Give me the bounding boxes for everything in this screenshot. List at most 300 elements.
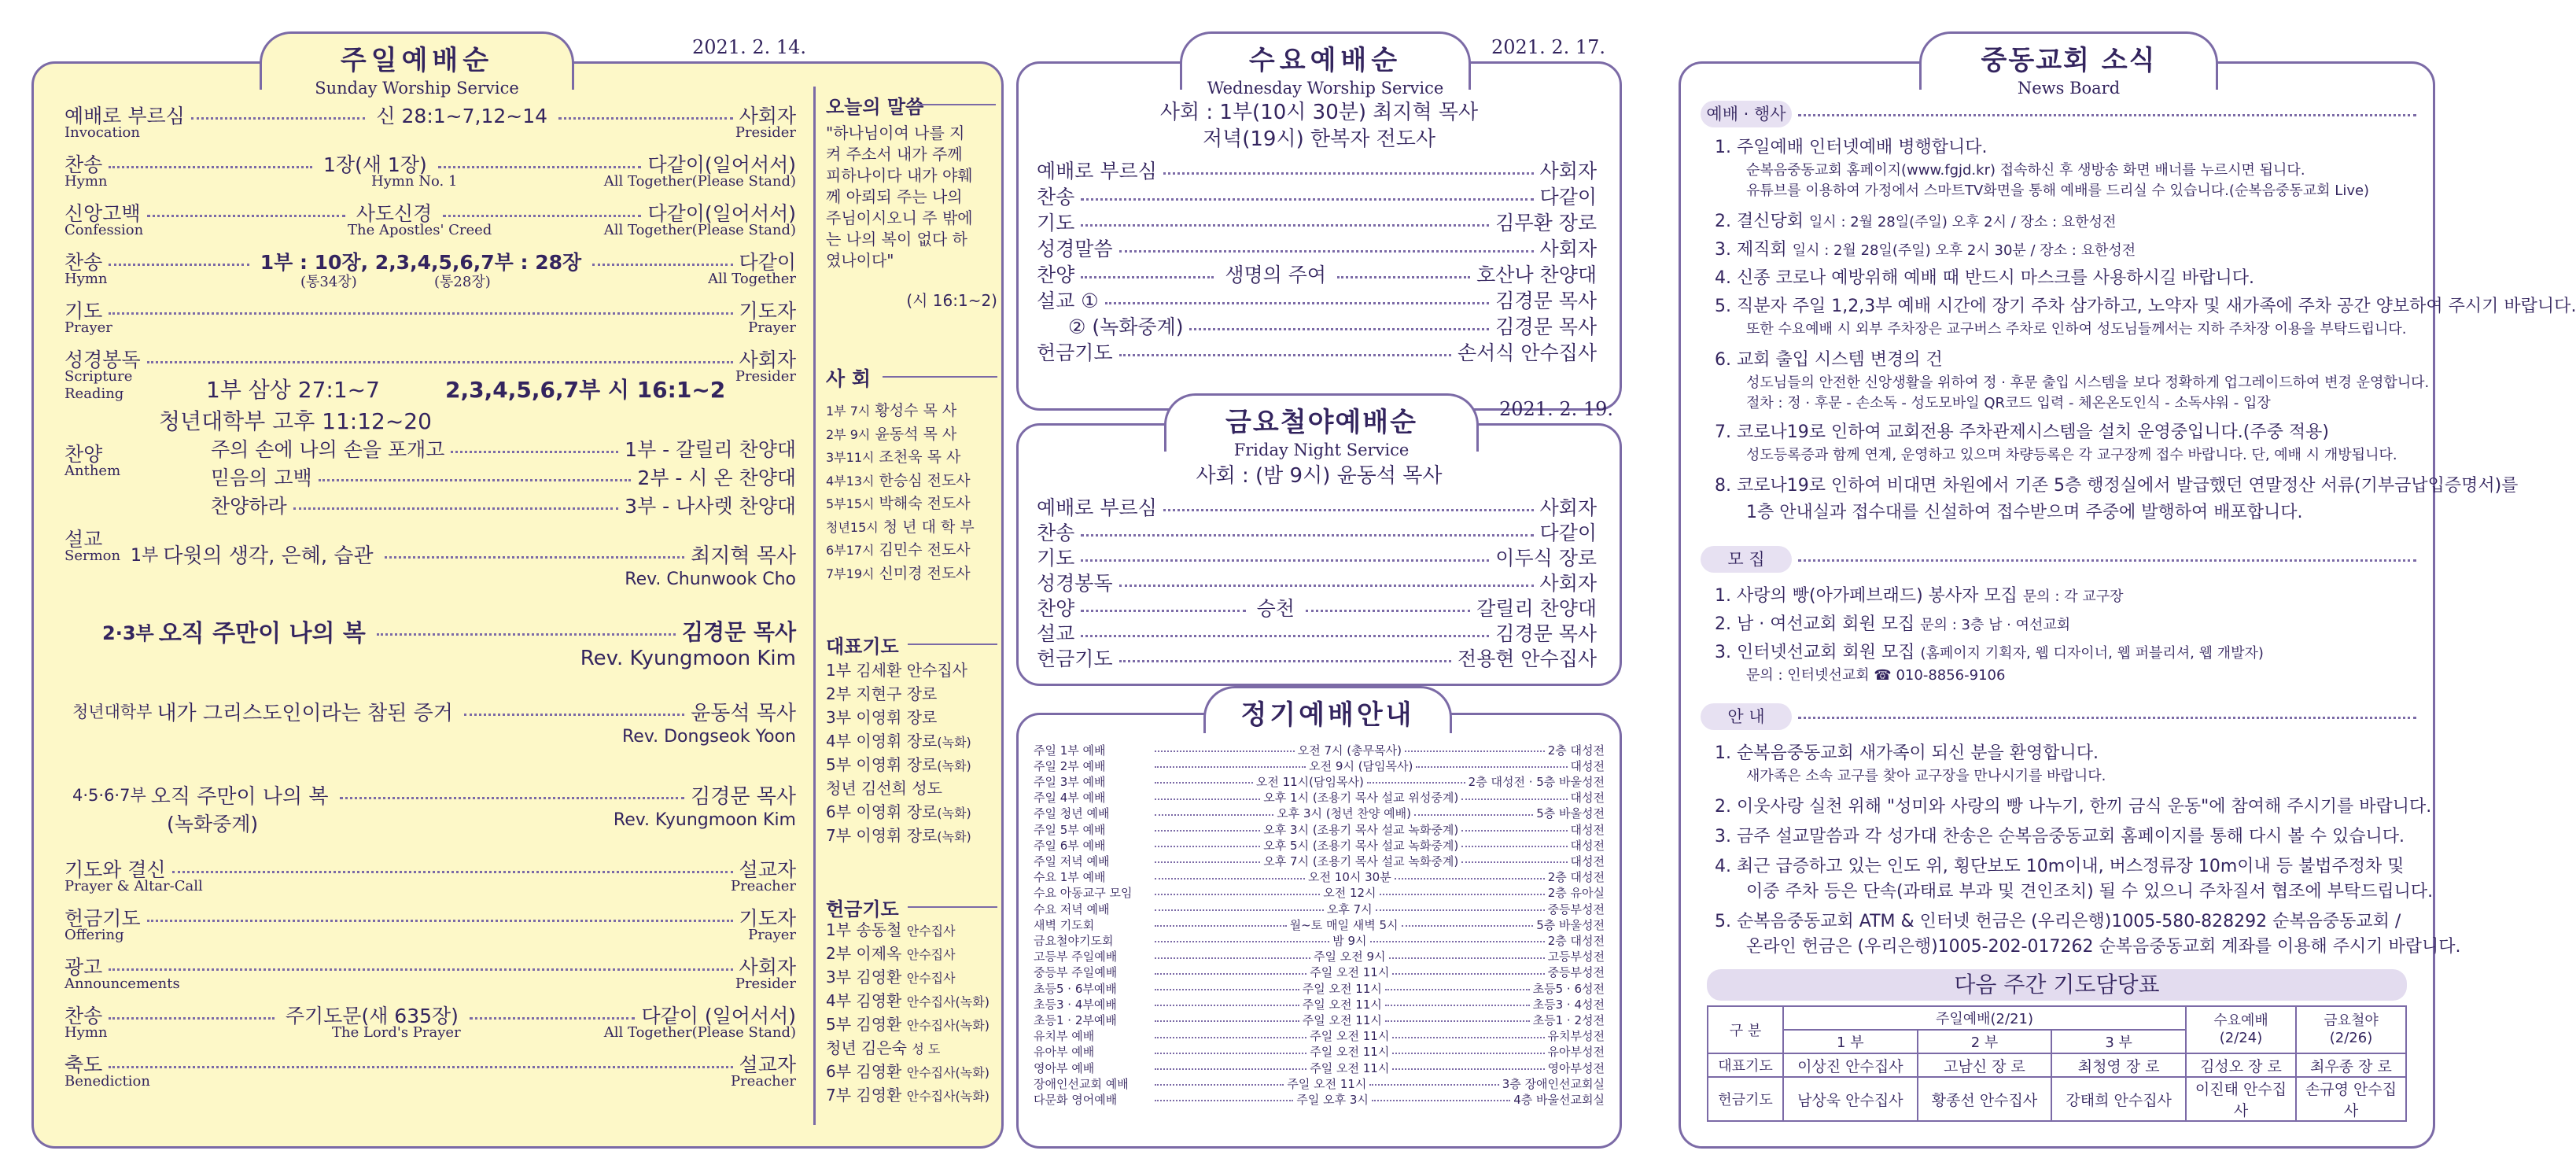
host-list — [826, 400, 975, 585]
schedule-place: 초등5 · 6성전 — [1532, 981, 1605, 996]
creed-role: 다같이(일어서서) — [647, 202, 796, 225]
friday-row: 기도 이두식 장로 — [1037, 547, 1597, 570]
friday-row: 설교 김경문 목사 — [1037, 622, 1597, 645]
schedule-name: 주일 저녁 예배 — [1034, 854, 1110, 868]
sermon4-part: 4·5·6·7부 — [72, 786, 146, 805]
host-item: 5부15시 박해숙 전도사 — [826, 495, 971, 512]
wednesday-subtitle: Wednesday Worship Service — [1207, 79, 1444, 98]
creed-role-en: All Together(Please Stand) — [603, 222, 796, 238]
friday-date: 2021. 2. 19. — [1499, 398, 1614, 420]
news-item: 1. 순복음중동교회 새가족이 되신 분을 환영합니다. — [1715, 743, 2099, 763]
news-subtitle: News Board — [2017, 79, 2121, 98]
schedule-place: 초등3 · 4성전 — [1532, 997, 1605, 1012]
table-header: 금요철야 (2/26) — [2296, 1006, 2406, 1053]
news-item: 8. 코로나19로 인하여 비대면 차원에서 기존 5층 행정실에서 발급했던 연말정산 서류(기부금납입증명서)를 — [1715, 476, 2519, 496]
host-item: 2부 9시 윤동석 목 사 — [826, 425, 957, 443]
hymn1-text: 1장(새 1장) — [323, 153, 427, 176]
creed-mid-en: The Apostles' Creed — [348, 222, 492, 238]
table-row: 헌금기도 남상욱 안수집사 황종선 안수집사 강태희 안수집사 이진태 안수집사 손규영 안수집사 — [1708, 1077, 2406, 1121]
word-line: 께 아뢰되 주는 나의 — [826, 187, 963, 206]
schedule-place: 2층 유아실 — [1547, 886, 1605, 901]
schedule-row — [1034, 997, 1605, 1011]
creed-en: Confession — [64, 222, 144, 238]
schedule-row — [1034, 886, 1605, 900]
hymn3-label: 찬송 — [64, 1005, 103, 1027]
rep-item: 2부 지현구 장로 — [826, 684, 938, 703]
news-item-cont: 이중 주차 등은 단속(과태료 부과 및 견인조치) 될 수 있으니 주차질서 협조에 부탁드립니다. — [1746, 882, 2434, 902]
schedule-place: 5층 바울성전 — [1536, 806, 1605, 821]
offering-title: 헌금기도 — [826, 898, 899, 920]
schedule-time: 오전 12시 — [1323, 886, 1376, 901]
news-item: 3. 제직회 일시 : 2월 28일(주일) 오후 2시 30분 / 장소 : 요한성전 — [1715, 240, 2136, 260]
news-section-2-label: 모 집 — [1701, 546, 1792, 573]
sunday-divider — [813, 87, 816, 1125]
news-section-1-label: 예배 · 행사 — [1701, 101, 1792, 127]
schedule-row — [1034, 933, 1605, 947]
sunday-date: 2021. 2. 14. — [692, 36, 807, 58]
announce-role-en: Presider — [735, 975, 796, 992]
bene-role: 설교자 — [739, 1053, 796, 1076]
word-line: 켜 주소서 내가 주께 — [826, 145, 963, 164]
schedule-place: 5층 바울성전 — [1536, 917, 1605, 932]
anthem-en: Anthem — [64, 463, 121, 479]
schedule-place: 고등부성전 — [1547, 950, 1605, 964]
news-section-1 — [1701, 101, 2416, 127]
sermon-en: Sermon — [64, 548, 121, 564]
news-item: 3. 금주 설교말씀과 각 성가대 찬송은 순복음중동교회 홈페이지를 통해 다시 볼 수 있습니다. — [1715, 827, 2405, 846]
bene-role-en: Preacher — [730, 1073, 796, 1090]
schedule-time: 밤 9시 — [1332, 933, 1367, 948]
prayer-role-en: Prayer — [748, 319, 796, 336]
news-item: 7. 코로나19로 인하여 교회전용 주차관제시스템을 설치 운영중입니다.(주중 적용) — [1715, 422, 2329, 442]
invocation-role: 사회자 — [739, 105, 797, 127]
announce-en: Announcements — [64, 975, 180, 992]
news-item: 4. 신종 코로나 예방위해 예배 때 반드시 마스크를 사용하시길 바랍니다. — [1715, 268, 2254, 288]
scripture-role: 사회자 — [739, 349, 796, 371]
schedule-place: 대성전 — [1570, 838, 1605, 853]
schedule-row — [1034, 1076, 1605, 1090]
anthem-choir: 3부 - 나사렛 찬양대 — [625, 495, 796, 518]
schedule-name: 초등1 · 2부예배 — [1034, 1012, 1117, 1027]
wednesday-host-1: 사회 : 1부(10시 30분) 최지혁 목사 — [1159, 101, 1479, 124]
hymn2-sub1: (통34장) — [300, 274, 357, 290]
schedule-time: 주일 오전 11시 — [1310, 1045, 1390, 1060]
scripture-label: 성경봉독 — [64, 349, 141, 371]
sunday-order — [64, 101, 796, 1123]
sermon1-title: 다윗의 생각, 은혜, 습관 — [163, 544, 374, 568]
announce-role: 사회자 — [739, 956, 796, 979]
offering-label: 헌금기도 — [64, 907, 141, 930]
schedule-time: 주일 오전 11시 — [1287, 1076, 1367, 1091]
altar-en: Prayer & Altar-Call — [64, 878, 203, 894]
news-item-detail: 절차 : 정 · 후문 - 손소독 - 성도모바일 QR코드 입력 - 체온온도인식 - 소독샤워 - 입장 — [1746, 395, 2271, 411]
hymn2-row — [64, 247, 796, 275]
schedule-place: 영아부성전 — [1547, 1060, 1605, 1075]
schedule-place: 3층 장애인선교회실 — [1502, 1076, 1605, 1091]
table-header: 3 부 — [2051, 1030, 2186, 1053]
rep-item: 1부 김세환 안수집사 — [826, 661, 968, 680]
regular-title: 정기예배안내 — [1240, 699, 1415, 731]
wednesday-row: 예배로 부르심 사회자 — [1037, 160, 1597, 183]
schedule-place: 대성전 — [1570, 791, 1605, 806]
schedule-place: 중등부성전 — [1547, 965, 1605, 980]
schedule-time: 주일 오전 11시 — [1310, 1060, 1390, 1075]
wednesday-title: 수요예배순 — [1248, 45, 1402, 76]
schedule-row — [1034, 791, 1605, 805]
schedule-time: 오전 9시 (담임목사) — [1309, 758, 1413, 773]
schedule-name: 새벽 기도회 — [1034, 917, 1095, 932]
schedule-time: 주일 오전 11시 — [1302, 997, 1382, 1012]
news-item: 5. 직분자 주일 1,2,3부 예배 시간에 장기 주차 삼가하고, 노약자 및 새가족에 주차 공간 양보하여 주시기 바랍니다. — [1715, 297, 2576, 316]
schedule-place: 대성전 — [1570, 822, 1605, 837]
wednesday-row: 헌금기도 손서식 안수집사 — [1037, 341, 1597, 364]
offering-role-en: Prayer — [748, 927, 796, 943]
scripture-text-3: 청년대학부 고후 11:12~20 — [159, 408, 432, 434]
schedule-time: 오후 7시 — [1326, 902, 1373, 916]
sunday-subtitle: Sunday Worship Service — [315, 79, 519, 98]
schedule-name: 다문화 영어예배 — [1034, 1092, 1118, 1107]
offering-item: 1부 송동철 안수집사 — [826, 920, 956, 939]
schedule-name: 주일 4부 예배 — [1034, 791, 1106, 806]
sermon1-pastor: 최지혁 목사 — [691, 544, 796, 568]
schedule-time: 오후 3시 (조용기 목사 설교 녹화중계) — [1263, 822, 1459, 837]
sermon3-pastor: 윤동석 목사 — [691, 701, 796, 725]
schedule-time: 주일 오전 11시 — [1310, 1029, 1390, 1044]
hymn1-role-en: All Together(Please Stand) — [603, 173, 796, 190]
news-item: 2. 남 · 여선교회 회원 모집 문의 : 3층 남 · 여선교회 — [1715, 614, 2071, 634]
offering-item: 3부 김영환 안수집사 — [826, 968, 956, 987]
sermon-label: 설교 — [64, 528, 103, 551]
schedule-row — [1034, 965, 1605, 979]
prayer-label: 기도 — [64, 300, 103, 323]
sermon3-rev: Rev. Dongseok Yoon — [621, 727, 796, 747]
sermon2-rev: Rev. Kyungmoon Kim — [580, 647, 796, 670]
friday-subtitle: Friday Night Service — [1233, 441, 1410, 459]
schedule-name: 주일 1부 예배 — [1034, 743, 1106, 758]
rep-item: 3부 이영휘 장로 — [826, 708, 938, 727]
rep-item: 5부 이영휘 장로(녹화) — [826, 755, 971, 774]
sermon2-title: 오직 주만이 나의 복 — [158, 620, 366, 647]
offering-role: 기도자 — [739, 907, 796, 930]
news-item-detail: 새가족은 소속 교구를 찾아 교구장을 만나시기를 바랍니다. — [1746, 768, 2106, 784]
sunday-side-column — [826, 91, 997, 1130]
sermon4-sub: (녹화중계) — [167, 813, 259, 835]
table-header: 수요예배 (2/24) — [2186, 1006, 2296, 1053]
prayer-role: 기도자 — [739, 300, 796, 323]
news-item: 4. 최근 급증하고 있는 인도 위, 횡단보도 10m이내, 버스정류장 10m이내 등 불법주정차 및 — [1715, 857, 2405, 876]
word-text — [826, 123, 973, 271]
hymn3-role-en: All Together(Please Stand) — [603, 1024, 796, 1041]
news-section-3-label: 안 내 — [1701, 703, 1792, 730]
rep-title: 대표기도 — [826, 636, 899, 658]
host-item: 1부 7시 황성수 목 사 — [826, 402, 957, 419]
word-title: 오늘의 말씀 — [826, 96, 924, 118]
wednesday-order — [1037, 156, 1597, 392]
schedule-name: 고등부 주일예배 — [1034, 950, 1118, 964]
creed-label: 신앙고백 — [64, 202, 141, 225]
prayer-en: Prayer — [64, 319, 112, 336]
wednesday-row: 찬송 다같이 — [1037, 186, 1597, 208]
invocation-label: 예배로 부르심 — [64, 105, 185, 127]
offering-item: 7부 김영환 안수집사(녹화) — [826, 1086, 989, 1105]
schedule-name: 초등3 · 4부예배 — [1034, 997, 1117, 1012]
rep-item: 6부 이영휘 장로(녹화) — [826, 802, 971, 821]
anthem-choir: 2부 - 시 온 찬양대 — [637, 467, 796, 489]
word-line: 는 나의 복이 없다 하 — [826, 230, 967, 249]
news-item: 5. 순복음중동교회 ATM & 인터넷 헌금은 (우리은행)1005-580-828292 순복음중동교회 / — [1715, 912, 2401, 931]
anthem-list — [211, 434, 796, 529]
prayer-row — [64, 296, 796, 324]
offering-row — [64, 903, 796, 931]
sermon3-title: 내가 그리스도인이라는 참된 증거 — [157, 701, 453, 725]
schedule-name: 장애인선교회 예배 — [1034, 1076, 1129, 1091]
anthem-item — [211, 491, 796, 519]
anthem-choir: 1부 - 갈릴리 찬양대 — [625, 438, 796, 461]
bene-en: Benediction — [64, 1073, 150, 1090]
news-item-detail: 문의 : 인터넷선교회 ☎ 010-8856-9106 — [1746, 667, 2006, 684]
sunday-title: 주일예배순 — [340, 45, 494, 76]
regular-schedule — [1034, 743, 1605, 1112]
hymn3-en: Hymn — [64, 1024, 108, 1041]
bene-label: 축도 — [64, 1053, 103, 1076]
news-items-2 — [1715, 582, 2423, 692]
table-header: 구 분 — [1708, 1006, 1783, 1053]
schedule-place: 유치부성전 — [1547, 1029, 1605, 1044]
friday-row: 찬양 승천 갈릴리 찬양대 — [1037, 597, 1598, 620]
schedule-time: 오전 7시 (총무목사) — [1297, 743, 1402, 758]
announce-label: 광고 — [64, 956, 103, 979]
news-section-3 — [1701, 703, 2416, 730]
wednesday-header-tab — [1180, 31, 1471, 98]
anthem-label: 찬양 — [64, 443, 103, 466]
sermon4-pastor: 김경문 목사 — [691, 784, 796, 809]
altar-role-en: Preacher — [730, 878, 796, 894]
friday-row: 찬송 다같이 — [1037, 522, 1597, 544]
anthem-title: 주의 손에 나의 손을 포개고 — [211, 438, 445, 461]
news-title: 중동교회 소식 — [1981, 45, 2157, 76]
scripture-text-1: 1부 삼상 27:1~7 — [206, 377, 380, 403]
sermon2-pastor: 김경문 목사 — [682, 619, 796, 645]
hymn2-en: Hymn — [64, 271, 108, 287]
schedule-row — [1034, 743, 1605, 757]
schedule-name: 주일 청년 예배 — [1034, 806, 1110, 821]
hymn1-mid-en: Hymn No. 1 — [371, 173, 458, 190]
rep-item: 청년 김선희 성도 — [826, 779, 942, 798]
word-line: "하나님이여 나를 지 — [826, 124, 965, 142]
wednesday-row: 설교 ① 김경문 목사 — [1037, 290, 1597, 312]
wednesday-row: 성경말씀 사회자 — [1037, 238, 1597, 260]
table-header: 1 부 — [1783, 1030, 1918, 1053]
altar-role: 설교자 — [739, 858, 796, 881]
schedule-name: 수요 1부 예배 — [1034, 870, 1106, 885]
sermon1-part: 1부 — [131, 545, 159, 566]
schedule-time: 오전 11시(담임목사) — [1255, 774, 1364, 789]
sermon2-row — [102, 617, 796, 645]
schedule-name: 주일 6부 예배 — [1034, 838, 1106, 853]
altar-label: 기도와 결신 — [64, 858, 166, 881]
offering-item: 5부 김영환 안수집사(녹화) — [826, 1015, 989, 1034]
schedule-row — [1034, 774, 1605, 788]
offering-item: 2부 이제옥 안수집사 — [826, 944, 956, 963]
hymn1-role: 다같이(일어서서) — [647, 153, 796, 176]
schedule-row — [1034, 1060, 1605, 1075]
schedule-row — [1034, 950, 1605, 964]
sermon2-part: 2·3부 — [102, 621, 154, 644]
hymn3-mid-en: The Lord's Prayer — [332, 1024, 461, 1041]
hymn2-role-en: All Together — [708, 271, 796, 287]
hymn2-label: 찬송 — [64, 251, 103, 274]
table-row: 대표기도 이상진 안수집사 고남신 장 로 최청영 장 로 김성오 장 로 최우종 장 로 — [1708, 1053, 2406, 1077]
schedule-row — [1034, 806, 1605, 821]
schedule-place: 중등부성전 — [1547, 902, 1605, 916]
anthem-title: 찬양하라 — [211, 495, 287, 518]
scripture-row — [64, 345, 796, 373]
news-item: 1. 주일예배 인터넷예배 병행합니다. — [1715, 138, 1988, 157]
host-item: 7부19시 신미경 전도사 — [826, 564, 971, 582]
schedule-time: 오후 5시 (조용기 목사 설교 녹화중계) — [1263, 838, 1459, 853]
schedule-name: 주일 2부 예배 — [1034, 758, 1106, 773]
schedule-name: 초등5 · 6부예배 — [1034, 981, 1117, 996]
hymn2-sub2: (통28장) — [434, 274, 491, 290]
news-section-2 — [1701, 546, 2416, 573]
rep-item: 4부 이영휘 장로(녹화) — [826, 732, 971, 750]
schedule-place: 유아부성전 — [1547, 1045, 1605, 1060]
schedule-place: 4층 바울선교회실 — [1513, 1092, 1605, 1107]
sermon4-row — [72, 780, 796, 809]
offering-en: Offering — [64, 927, 124, 943]
friday-row: 예배로 부르심 사회자 — [1037, 496, 1597, 519]
hymn1-en: Hymn — [64, 173, 108, 190]
anthem-item — [211, 463, 796, 491]
schedule-name: 주일 5부 예배 — [1034, 822, 1106, 837]
hymn2-text: 1부 : 10장, 2,3,4,5,6,7부 : 28장 — [260, 251, 582, 274]
host-item: 4부13시 한승심 전도사 — [826, 471, 971, 489]
anthem-item — [211, 434, 796, 463]
schedule-name: 수요 저녁 예배 — [1034, 902, 1110, 916]
invocation-en: Invocation — [64, 124, 140, 141]
scripture-en2: Reading — [64, 385, 124, 402]
hymn3-role: 다같이 (일어서서) — [641, 1005, 796, 1027]
sermon1-row — [131, 540, 796, 568]
friday-row: 성경봉독 사회자 — [1037, 572, 1597, 595]
schedule-place: 2층 대성전 — [1547, 870, 1605, 885]
schedule-time: 오후 7시 (조용기 목사 설교 녹화중계) — [1263, 854, 1459, 868]
news-item: 1. 사랑의 빵(아가페브래드) 봉사자 모집 문의 : 각 교구장 — [1715, 586, 2124, 606]
rep-item: 7부 이영휘 장로(녹화) — [826, 826, 971, 845]
news-item-cont: 온라인 헌금은 (우리은행)1005-202-017262 순복음중동교회 계좌를 이용해 주시기 바랍니다. — [1746, 937, 2461, 957]
schedule-time: 주일 오전 11시 — [1302, 1012, 1382, 1027]
news-item-detail: 유튜브를 이용하여 가정에서 스마트TV화면을 통해 예배를 드리실 수 있습니다.(순복음중동교회 Live) — [1746, 183, 2370, 199]
rep-list — [826, 659, 971, 848]
friday-title: 금요철야예배순 — [1225, 407, 1417, 438]
friday-header-tab — [1164, 393, 1479, 459]
schedule-time: 주일 오전 11시 — [1302, 981, 1382, 996]
schedule-time: 주일 오후 3시 — [1296, 1092, 1369, 1107]
prayer-duty-title: 다음 주간 기도담당표 — [1707, 969, 2407, 1001]
sermon4-title: 오직 주만이 나의 복 — [150, 784, 329, 809]
creed-text: 사도신경 — [356, 202, 433, 225]
news-item-detail: 성도님들의 안전한 신앙생활을 위하여 정 · 후문 출입 시스템을 보다 정확하게 업그레이드하여 변경 운영합니다. — [1746, 374, 2430, 391]
host-item: 청년15시 청 년 대 학 부 — [826, 518, 975, 536]
offering-item: 청년 김은숙 성 도 — [826, 1038, 941, 1057]
invocation-role-en: Presider — [735, 124, 796, 141]
hymn2-role: 다같이 — [739, 251, 796, 274]
schedule-row — [1034, 854, 1605, 868]
table-header: 주일예배(2/21) — [1783, 1006, 2186, 1030]
schedule-place: 대성전 — [1570, 758, 1605, 773]
host-item: 6부17시 김민수 전도사 — [826, 541, 971, 559]
wednesday-row: 찬양 생명의 주여 호산나 찬양대 — [1037, 264, 1597, 286]
prayer-duty-table — [1707, 1005, 2407, 1122]
schedule-time: 오후 3시 (청년 찬양 예배) — [1277, 806, 1411, 821]
wednesday-host-2: 저녁(19시) 한복자 전도사 — [1203, 127, 1435, 151]
word-ref: (시 16:1~2) — [906, 291, 997, 310]
invocation-text: 신 28:1~7,12~14 — [376, 105, 548, 127]
invocation-row — [64, 101, 796, 129]
news-header-tab — [1919, 31, 2218, 98]
prayer-duty-table-wrap — [1707, 1005, 2407, 1122]
wednesday-row: 기도 김무환 장로 — [1037, 212, 1597, 234]
schedule-place: 초등1 · 2성전 — [1532, 1012, 1605, 1027]
schedule-row — [1034, 981, 1605, 995]
schedule-row — [1034, 1029, 1605, 1043]
scripture-role-en: Presider — [735, 368, 796, 385]
schedule-name: 금요철야기도회 — [1034, 933, 1114, 948]
schedule-place: 2층 대성전 · 5층 바울성전 — [1468, 774, 1605, 789]
host-title: 사 회 — [826, 367, 872, 390]
news-items-1 — [1715, 134, 2576, 543]
schedule-time: 오전 10시 30분 — [1308, 870, 1391, 885]
schedule-row — [1034, 1045, 1605, 1059]
wednesday-row: ② (녹화중계) 김경문 목사 — [1068, 315, 1597, 338]
schedule-time: 오후 1시 (조용기 목사 설교 위성중계) — [1263, 791, 1459, 806]
offering-item: 6부 김영환 안수집사(녹화) — [826, 1062, 989, 1081]
sermon1-rev: Rev. Chunwook Cho — [625, 570, 796, 589]
schedule-name: 영아부 예배 — [1034, 1060, 1095, 1075]
schedule-place: 대성전 — [1570, 854, 1605, 868]
news-item: 2. 결신당회 일시 : 2월 28일(주일) 오후 2시 / 장소 : 요한성전 — [1715, 212, 2117, 231]
offering-list — [826, 919, 989, 1108]
wednesday-hosts — [1016, 99, 1622, 153]
host-item: 3부11시 조천욱 목 사 — [826, 448, 961, 466]
schedule-place: 2층 대성전 — [1547, 743, 1605, 758]
regular-header-tab — [1203, 686, 1452, 733]
schedule-row — [1034, 870, 1605, 884]
schedule-row — [1034, 1012, 1605, 1027]
table-header: 2 부 — [1918, 1030, 2052, 1053]
news-item: 3. 인터넷선교회 회원 모집 (홈페이지 기획자, 웹 디자이너, 웹 퍼블리셔, 웹 개발자) — [1715, 643, 2264, 662]
schedule-row — [1034, 917, 1605, 931]
schedule-row — [1034, 758, 1605, 773]
news-item-detail: 성도등록증과 함께 연계, 운영하고 있으며 차량등록은 각 교구장께 접수 바랍니다. 단, 예배 시 개방됩니다. — [1746, 447, 2397, 463]
friday-order — [1037, 492, 1597, 681]
word-line: 였나이다" — [826, 251, 894, 270]
hymn3-text: 주기도문(새 635장) — [285, 1005, 459, 1027]
wednesday-date: 2021. 2. 17. — [1491, 36, 1606, 58]
schedule-time: 월~토 매일 새벽 5시 — [1289, 917, 1399, 932]
word-line: 주님이시오니 주 밖에 — [826, 208, 973, 227]
bene-row — [64, 1049, 796, 1078]
schedule-row — [1034, 1092, 1605, 1106]
sermon4-rev: Rev. Kyungmoon Kim — [613, 810, 796, 830]
friday-row: 헌금기도 전용현 안수집사 — [1037, 647, 1597, 670]
news-item: 2. 이웃사랑 실천 위해 "성미와 사랑의 빵 나누기, 한끼 금식 운동"에 참여해 주시기를 바랍니다. — [1715, 797, 2432, 817]
news-items-3 — [1715, 739, 2461, 968]
sunday-header-tab — [260, 31, 574, 98]
sermon3-row — [72, 697, 796, 725]
schedule-name: 유아부 예배 — [1034, 1045, 1095, 1060]
schedule-row — [1034, 838, 1605, 852]
